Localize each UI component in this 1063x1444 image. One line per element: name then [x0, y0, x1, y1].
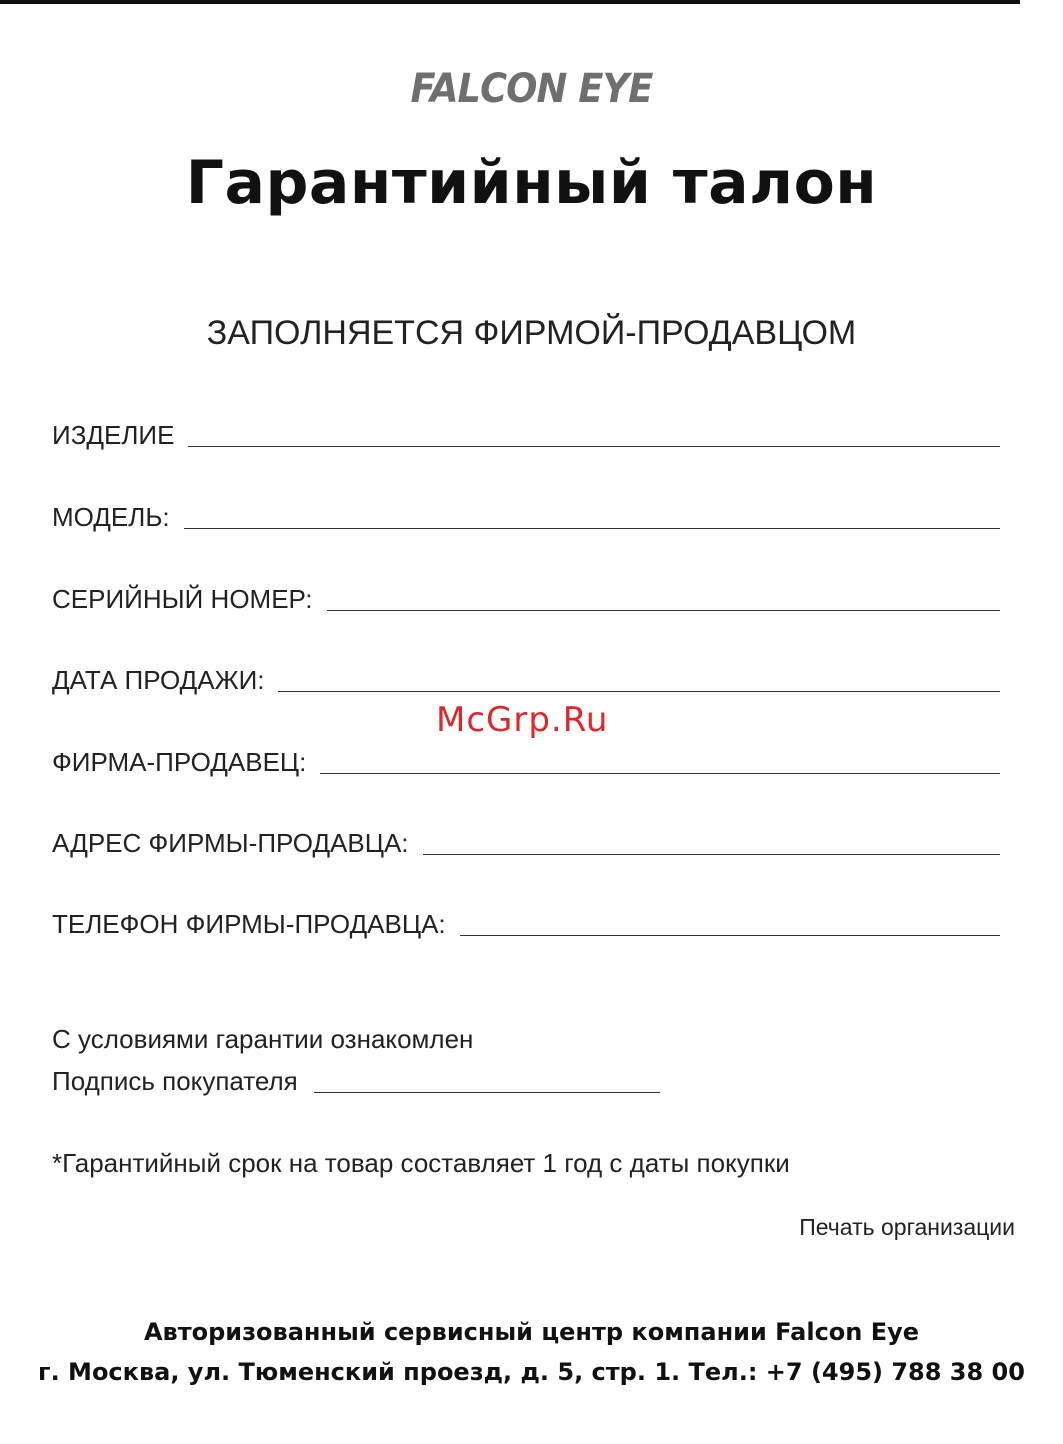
falcon-eye-logo: FALCON EYE	[410, 66, 653, 112]
field-model-label: МОДЕЛЬ:	[52, 502, 170, 532]
service-center-title: Авторизованный сервисный центр компании Falcon Eye	[143, 1318, 920, 1346]
field-seller-phone	[52, 909, 1000, 940]
field-product-line[interactable]	[188, 446, 1000, 447]
top-rule	[0, 0, 1020, 4]
field-sale-date-label: ДАТА ПРОДАЖИ:	[52, 665, 265, 695]
warranty-agreement-text: С условиями гарантии ознакомлен	[52, 1024, 474, 1054]
field-product-label: ИЗДЕЛИЕ	[52, 420, 175, 450]
field-seller	[52, 747, 1000, 778]
section-subtitle: ЗАПОЛНЯЕТСЯ ФИРМОЙ-ПРОДАВЦОМ	[206, 314, 857, 352]
buyer-signature	[52, 1066, 660, 1097]
warranty-term-note: *Гарантийный срок на товар составляет 1 год с даты покупки	[52, 1148, 790, 1178]
field-serial-number	[52, 584, 1000, 615]
field-product	[52, 420, 1000, 451]
field-seller-address-line[interactable]	[423, 854, 1000, 855]
field-serial-number-label: СЕРИЙНЫЙ НОМЕР:	[52, 584, 313, 614]
field-model	[52, 502, 1000, 533]
field-seller-line[interactable]	[320, 773, 1000, 774]
field-seller-address-label: АДРЕС ФИРМЫ-ПРОДАВЦА:	[52, 828, 409, 858]
field-serial-number-line[interactable]	[327, 610, 1000, 611]
organization-stamp-label: Печать организации	[799, 1214, 1015, 1240]
field-model-line[interactable]	[184, 528, 1000, 529]
buyer-signature-label: Подпись покупателя	[52, 1066, 298, 1096]
field-seller-phone-line[interactable]	[460, 935, 1000, 936]
watermark: McGrp.Ru	[436, 700, 609, 740]
page-title: Гарантийный талон	[185, 148, 878, 218]
buyer-signature-line[interactable]	[314, 1092, 660, 1093]
field-seller-label: ФИРМА-ПРОДАВЕЦ:	[52, 747, 307, 777]
field-sale-date-line[interactable]	[278, 691, 1000, 692]
field-sale-date	[52, 665, 1000, 696]
field-seller-address	[52, 828, 1000, 859]
service-center-address: г. Москва, ул. Тюменский проезд, д. 5, стр. 1. Тел.: +7 (495) 788 38 00	[38, 1358, 1025, 1386]
field-seller-phone-label: ТЕЛЕФОН ФИРМЫ-ПРОДАВЦА:	[52, 909, 446, 939]
